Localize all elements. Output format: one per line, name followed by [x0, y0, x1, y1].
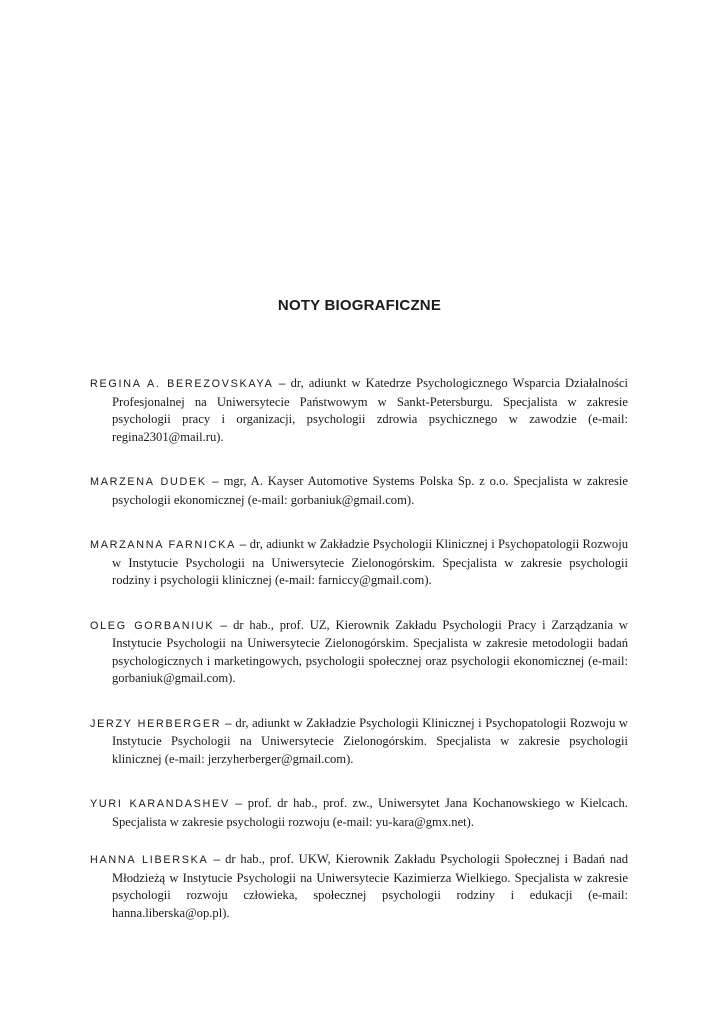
biography-text: dr, adiunkt w Zakładzie Psychologii Klinicznej i Psychopatologii Rozwoju w Instytucie Psychologii na Uniwersytecie Zielonogórskim. Specjalista w zakresie psychologii rodziny i psychologii klinicznej (e-mail: farniccy@gmail.com). [112, 537, 628, 587]
person-name: YURI KARANDASHEV [90, 798, 230, 810]
person-name: MARZANNA FARNICKA [90, 539, 237, 551]
biography-entry [90, 617, 628, 688]
biography-text: dr, adiunkt w Katedrze Psychologicznego Wsparcia Działalności Profesjonalnej na Uniwersytecie Państwowym w Sankt-Petersburgu. Specjalista w zakresie psychologii pracy i organizacji, psychologii zdrowia psychicznego w zawodzie (e-mail: regina2301@mail.ru). [112, 376, 628, 444]
biography-entry [90, 851, 628, 922]
biography-text: dr hab., prof. UZ, Kierownik Zakładu Psychologii Pracy i Zarządzania w Instytucie Psychologii na Uniwersytecie Zielonogórskim. Specjalista w zakresie metodologii badań psychologicznych i marketingowych, psychologii społecznej oraz psychologii ekonomicznej (e-mail: gorbaniuk@gmail.com). [112, 617, 628, 685]
person-name: MARZENA DUDEK [90, 476, 207, 488]
biography-text: prof. dr hab., prof. zw., Uniwersytet Jana Kochanowskiego w Kielcach. Specjalista w zakresie psychologii rozwoju (e-mail: yu-kara@gmx.net). [112, 796, 628, 829]
biography-entry [90, 715, 628, 769]
biography-list [90, 375, 628, 949]
separator-dash: – [273, 376, 291, 390]
person-name: REGINA A. BEREZOVSKAYA [90, 378, 274, 390]
separator-dash: – [221, 715, 236, 730]
separator-dash: – [236, 537, 250, 551]
page-title: NOTY BIOGRAFICZNE [277, 297, 442, 314]
separator-dash: – [208, 852, 226, 866]
biography-entry [90, 795, 628, 831]
person-name: HANNA LIBERSKA [90, 854, 209, 866]
biography-text: mgr, A. Kayser Automotive Systems Polska Sp. z o.o. Specjalista w zakresie psychologii ekonomicznej (e-mail: gorbaniuk@gmail.com). [112, 474, 628, 507]
biography-entry [90, 375, 628, 446]
biography-text: dr hab., prof. UKW, Kierownik Zakładu Psychologii Społecznej i Badań nad Młodzieżą w Instytucie Psychologii na Uniwersytecie Kazimierza Wielkiego. Specjalista w zakresie psychologii rozwoju człowieka, społecznej psychologii rodziny i edukacji (e-mail: hanna.liberska@op.pl). [112, 852, 628, 920]
person-name: JERZY HERBERGER [90, 717, 222, 730]
separator-dash: – [214, 617, 234, 632]
biography-entry [90, 473, 628, 509]
biography-entry [90, 536, 628, 590]
separator-dash: – [229, 796, 248, 810]
separator-dash: – [206, 474, 224, 488]
person-name: OLEG GORBANIUK [90, 619, 215, 632]
biography-text: dr, adiunkt w Zakładzie Psychologii Klinicznej i Psychopatologii Rozwoju w Instytucie Psychologii na Uniwersytecie Zielonogórskim. Specjalista w zakresie psychologii klinicznej (e-mail: jerzyherberger@gmail.com). [112, 715, 629, 766]
